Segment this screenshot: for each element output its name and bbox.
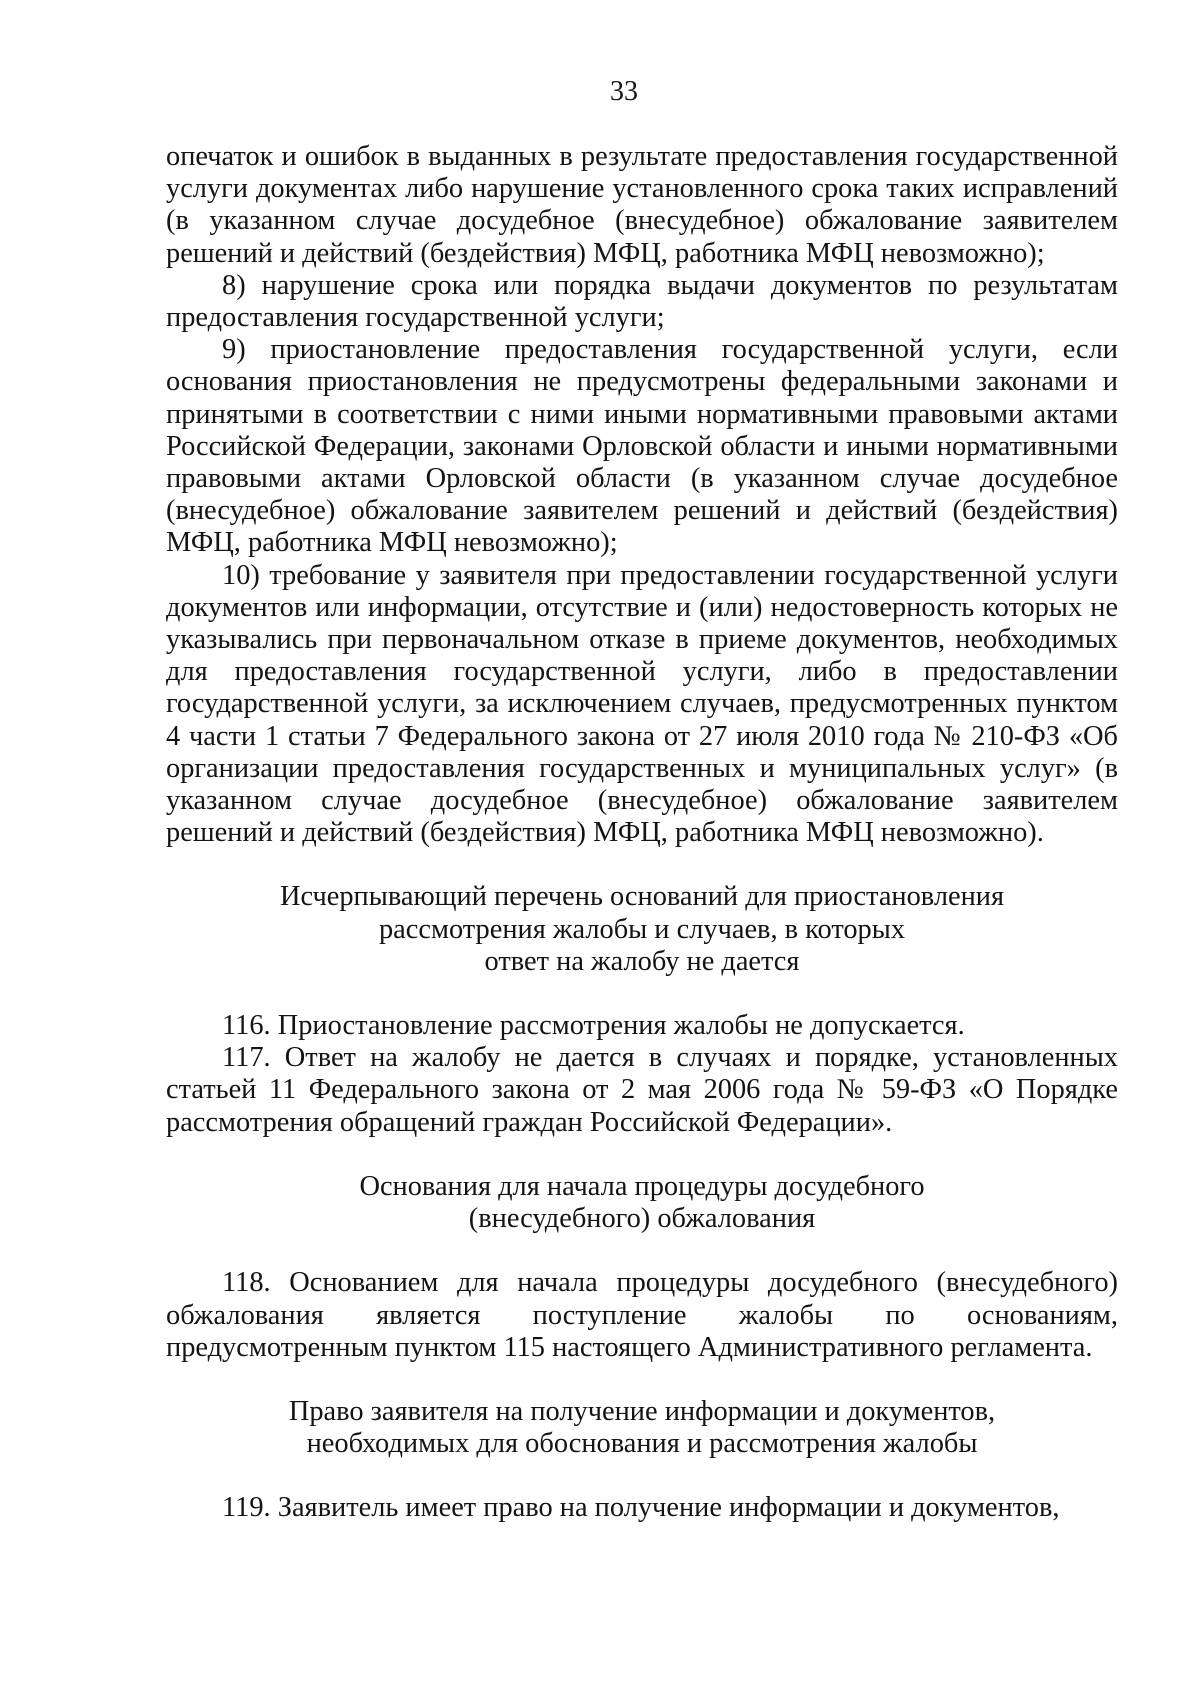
heading-line: необходимых для обоснования и рассмотрения жалобы bbox=[306, 1428, 978, 1460]
heading-line: рассмотрения жалобы и случаев, в которых bbox=[378, 913, 906, 945]
paragraph-item-8: 8) нарушение срока или порядка выдачи документов по результатам предоставления государственной услуги; bbox=[166, 269, 1118, 334]
heading-line: Исчерпывающий перечень оснований для приостановления bbox=[279, 881, 1005, 913]
paragraph-116: 116. Приостановление рассмотрения жалобы не допускается. bbox=[222, 1010, 965, 1042]
page-number: 33 bbox=[610, 76, 638, 107]
heading-line: ответ на жалобу не дается bbox=[484, 945, 800, 977]
paragraph-118: 118. Основанием для начала процедуры досудебного (внесудебного) обжалования является поступление жалобы по основаниям, предусмотренным пунктом 115 настоящего Административного регламента. bbox=[166, 1267, 1118, 1363]
paragraph-117: 117. Ответ на жалобу не дается в случаях и порядке, установленных статьей 11 Федерального закона от 2 мая 2006 года № 59-ФЗ «О Порядке рассмотрения обращений граждан Российской Федерации». bbox=[166, 1042, 1118, 1138]
heading-line: Право заявителя на получение информации и документов, bbox=[288, 1395, 996, 1427]
section-heading-grounds-appeal bbox=[166, 1171, 1118, 1235]
section-heading-right-to-information bbox=[166, 1396, 1118, 1460]
heading-line: (внесудебного) обжалования bbox=[468, 1203, 816, 1235]
paragraph-119: 119. Заявитель имеет право на получение информации и документов, bbox=[222, 1492, 1060, 1524]
paragraph-item-10: 10) требование у заявителя при предоставлении государственной услуги документов или информации, отсутствие и (или) недостоверность которых не указывались при первоначальном отказе в приеме документов, необходимых для предоставления государственной услуги, либо в предоставлении государственной услуги, за исключением случаев, предусмотренных пунктом 4 части 1 статьи 7 Федерального закона от 27 июля 2010 года № 210-ФЗ «Об организации предоставления государственных и муниципальных услуг» (в указанном случае досудебное (внесудебное) обжалование заявителем решений и действий (бездействия) МФЦ, работника МФЦ невозможно). bbox=[166, 559, 1118, 849]
document-body bbox=[166, 141, 1118, 1525]
section-heading-grounds-suspension bbox=[166, 881, 1118, 978]
heading-line: Основания для начала процедуры досудебного bbox=[359, 1170, 925, 1202]
paragraph-continuation: опечаток и ошибок в выданных в результате предоставления государственной услуги документах либо нарушение установленного срока таких исправлений (в указанном случае досудебное (внесудебное) обжалование заявителем решений и действий (бездействия) МФЦ, работника МФЦ невозможно); bbox=[166, 141, 1118, 269]
paragraph-item-9: 9) приостановление предоставления государственной услуги, если основания приостановления не предусмотрены федеральными законами и принятыми в соответствии с ними иными нормативными правовыми актами Российской Федерации, законами Орловской области и иными нормативными правовыми актами Орловской области (в указанном случае досудебное (внесудебное) обжалование заявителем решений и действий (бездействия) МФЦ, работника МФЦ невозможно); bbox=[166, 334, 1118, 559]
